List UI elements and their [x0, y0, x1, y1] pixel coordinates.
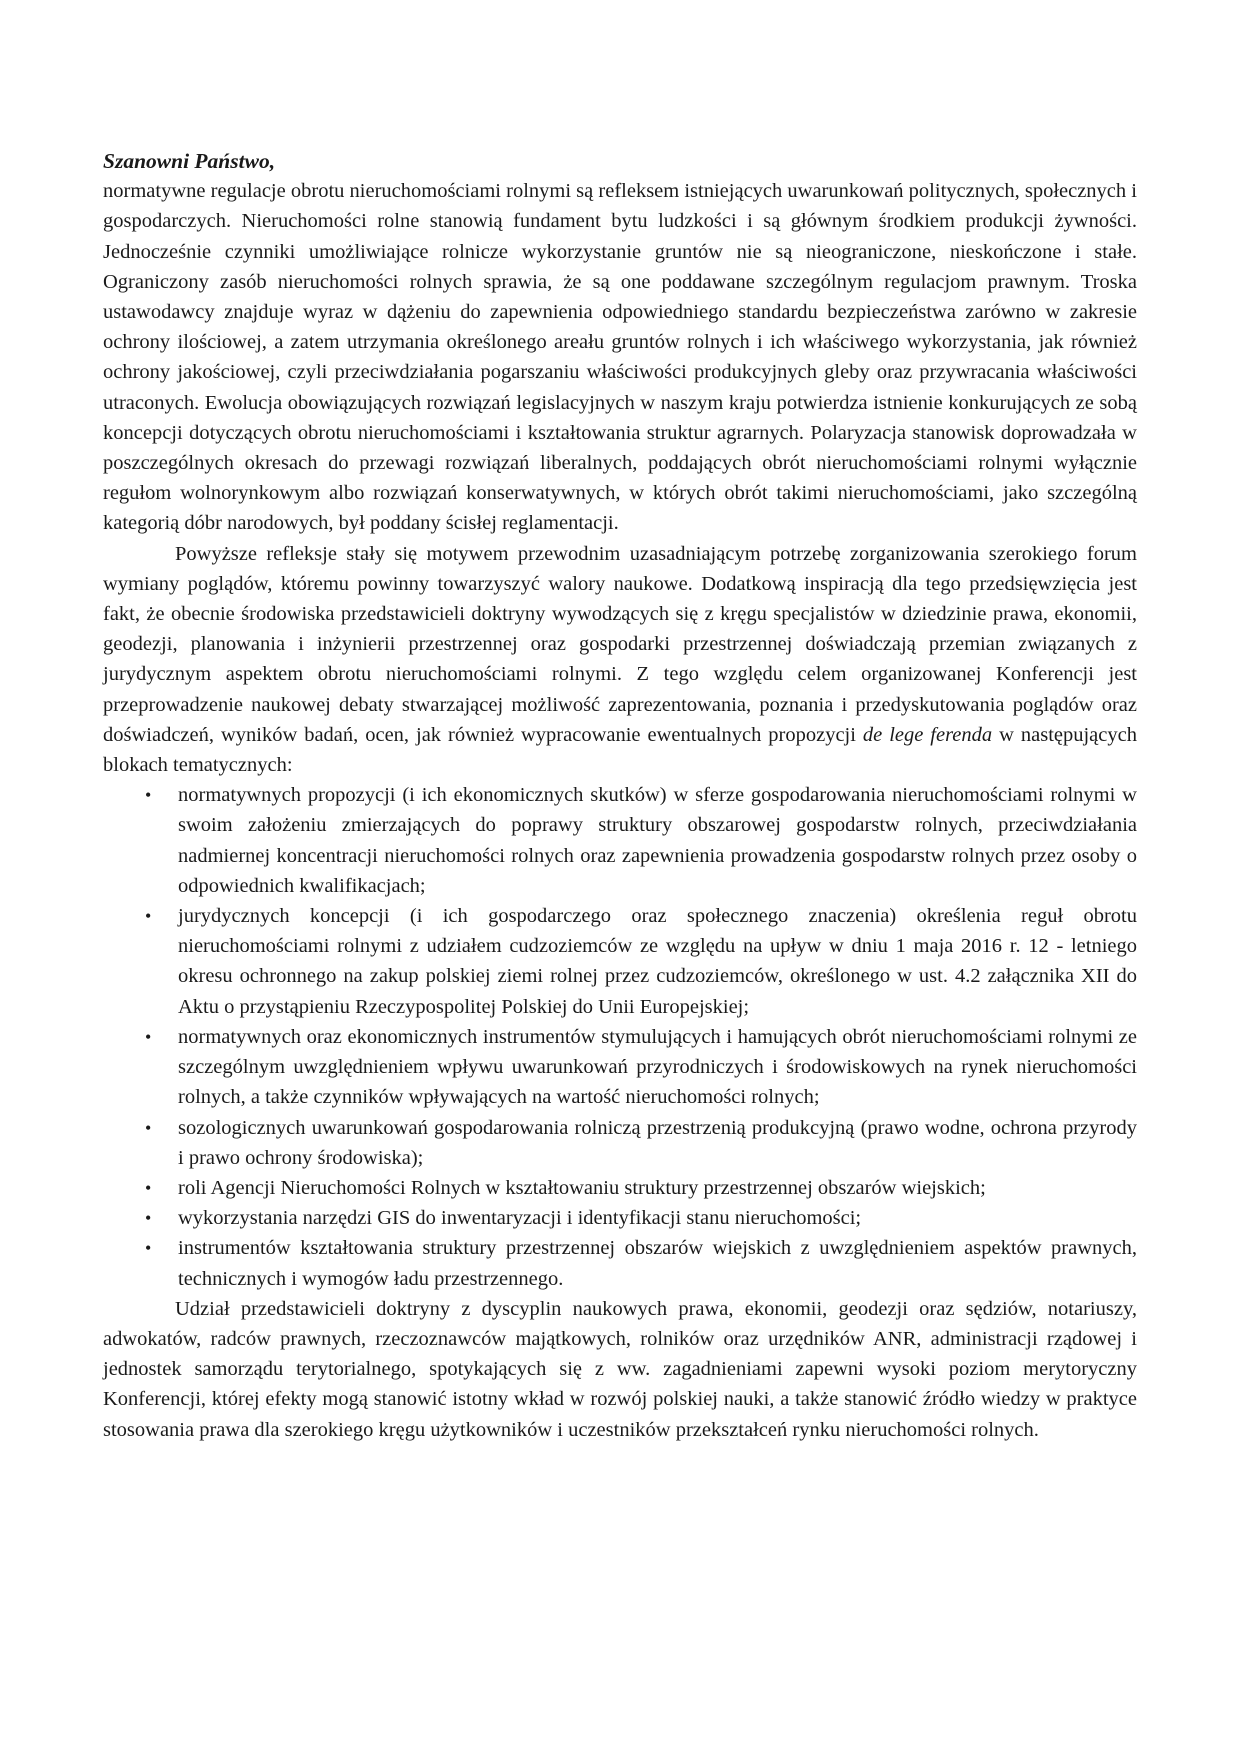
list-item	[103, 901, 1137, 1022]
motivation-text-after: w następujących blokach tematycznych:	[103, 723, 1137, 777]
letter-greeting: Szanowni Państwo,	[103, 149, 276, 173]
closing-paragraph: Udział przedstawicieli doktryny z dyscyplin naukowych prawa, ekonomii, geodezji oraz sędziów, notariuszy, adwokatów, radców prawnych, rzeczoznawców majątkowych, rolników oraz urzędników ANR, administracji rządowej i jednostek samorządu terytorialnego, spotykających się z ww. zagadnieniami zapewni wysoki poziom merytoryczny Konferencji, której efekty mogą stanowić istotny wkład w rozwój polskiej nauki, a także stanowić źródło wiedzy w praktyce stosowania prawa dla szerokiego kręgu użytkowników i uczestników przekształceń rynku nieruchomości rolnych.	[103, 1297, 1137, 1441]
list-item-text: normatywnych oraz ekonomicznych instrumentów stymulujących i hamujących obrót nieruchomościami rolnymi ze szczególnym uwzględnieniem wpływu uwarunkowań przyrodniczych i środowiskowych na rynek nieruchomości rolnych, a także czynników wpływających na wartość nieruchomości rolnych;	[178, 1025, 1137, 1109]
list-item	[103, 1173, 1137, 1203]
list-item	[103, 1113, 1137, 1173]
list-item-text: jurydycznych koncepcji (i ich gospodarczego oraz społecznego znaczenia) określenia reguł obrotu nieruchomościami rolnymi z udziałem cudzoziemców ze względu na upływ w dniu 1 maja 2016 r. 12 - letniego okresu ochronnego na zakup polskiej ziemi rolnej przez cudzoziemców, określonego w ust. 4.2 załącznika XII do Aktu o przystąpieniu Rzeczypospolitej Polskiej do Unii Europejskiej;	[178, 905, 1137, 1018]
list-item	[103, 1022, 1137, 1113]
list-item-text: roli Agencji Nieruchomości Rolnych w kształtowaniu struktury przestrzennej obszarów wiejskich;	[178, 1176, 986, 1199]
bullet-icon: •	[145, 906, 152, 927]
motivation-text-before: Powyższe refleksje stały się motywem przewodnim uzasadniającym potrzebę zorganizowania szerokiego forum wymiany poglądów, któremu powinny towarzyszyć walory naukowe. Dodatkową inspiracją dla tego przedsięwzięcia jest fakt, że obecnie środowiska przedstawicieli doktryny wywodzących się z kręgu specjalistów w dziedzinie prawa, ekonomii, geodezji, planowania i inżynierii przestrzennej oraz gospodarki przestrzennej doświadczają przemian związanych z jurydycznym aspektem obrotu nieruchomościami rolnymi. Z tego względu celem organizowanej Konferencji jest przeprowadzenie naukowej debaty stwarzającej możliwość zaprezentowania, poznania i przedyskutowania poglądów oraz doświadczeń, wyników badań, ocen, jak również wypracowanie ewentualnych propozycji	[103, 542, 1137, 746]
bullet-icon: •	[145, 1177, 152, 1198]
list-item-text: sozologicznych uwarunkowań gospodarowania rolniczą przestrzenią produkcyjną (prawo wodne, ochrona przyrody i prawo ochrony środowiska);	[178, 1116, 1137, 1169]
letter-page	[103, 146, 1137, 1445]
intro-paragraph: normatywne regulacje obrotu nieruchomościami rolnymi są refleksem istniejących uwarunkowań politycznych, społecznych i gospodarczych. Nieruchomości rolne stanowią fundament bytu ludzkości i są głównym środkiem produkcji żywności. Jednocześnie czynniki umożliwiające rolnicze wykorzystanie gruntów nie są nieograniczone, nieskończone i stałe. Ograniczony zasób nieruchomości rolnych sprawia, że są one poddawane szczególnym regulacjom prawnym. Troska ustawodawcy znajduje wyraz w dążeniu do zapewnienia odpowiedniego standardu bezpieczeństwa zarówno w zakresie ochrony ilościowej, a zatem utrzymania określonego areału gruntów rolnych i ich właściwego wykorzystania, jak również ochrony jakościowej, czyli przeciwdziałania pogarszaniu właściwości produkcyjnych gleby oraz przywracania właściwości utraconych. Ewolucja obowiązujących rozwiązań legislacyjnych w naszym kraju potwierdza istnienie konkurujących ze sobą koncepcji dotyczących obrotu nieruchomościami i kształtowania struktur agrarnych. Polaryzacja stanowisk doprowadzała w poszczególnych okresach do przewagi rozwiązań liberalnych, poddających obrót nieruchomościami rolnymi wyłącznie regułom wolnorynkowym albo rozwiązań konserwatywnych, w których obrót takimi nieruchomościami, jako szczególną kategorią dóbr narodowych, był poddany ścisłej reglamentacji.	[103, 180, 1137, 535]
list-item-text: wykorzystania narzędzi GIS do inwentaryzacji i identyfikacji stanu nieruchomości;	[178, 1207, 862, 1230]
latin-phrase: de lege ferenda	[862, 723, 993, 746]
list-item-text: instrumentów kształtowania struktury przestrzennej obszarów wiejskich z uwzględnieniem aspektów prawnych, technicznych i wymogów ładu przestrzennego.	[178, 1237, 1137, 1290]
bullet-icon: •	[145, 1026, 152, 1047]
bullet-icon: •	[145, 1238, 152, 1259]
thematic-blocks-list	[103, 780, 1137, 1293]
motivation-paragraph	[103, 539, 1137, 781]
bullet-icon: •	[145, 1208, 152, 1229]
list-item-text: normatywnych propozycji (i ich ekonomicznych skutków) w sferze gospodarowania nieruchomościami rolnymi w swoim założeniu zmierzających do poprawy struktury obszarowej gospodarstw rolnych, przeciwdziałania nadmiernej koncentracji nieruchomości rolnych oraz zapewnienia prowadzenia gospodarstw rolnych przez osoby o odpowiednich kwalifikacjach;	[178, 784, 1137, 897]
list-item	[103, 1233, 1137, 1293]
list-item	[103, 780, 1137, 901]
bullet-icon: •	[145, 1117, 152, 1138]
bullet-icon: •	[145, 785, 152, 806]
list-item	[103, 1203, 1137, 1233]
